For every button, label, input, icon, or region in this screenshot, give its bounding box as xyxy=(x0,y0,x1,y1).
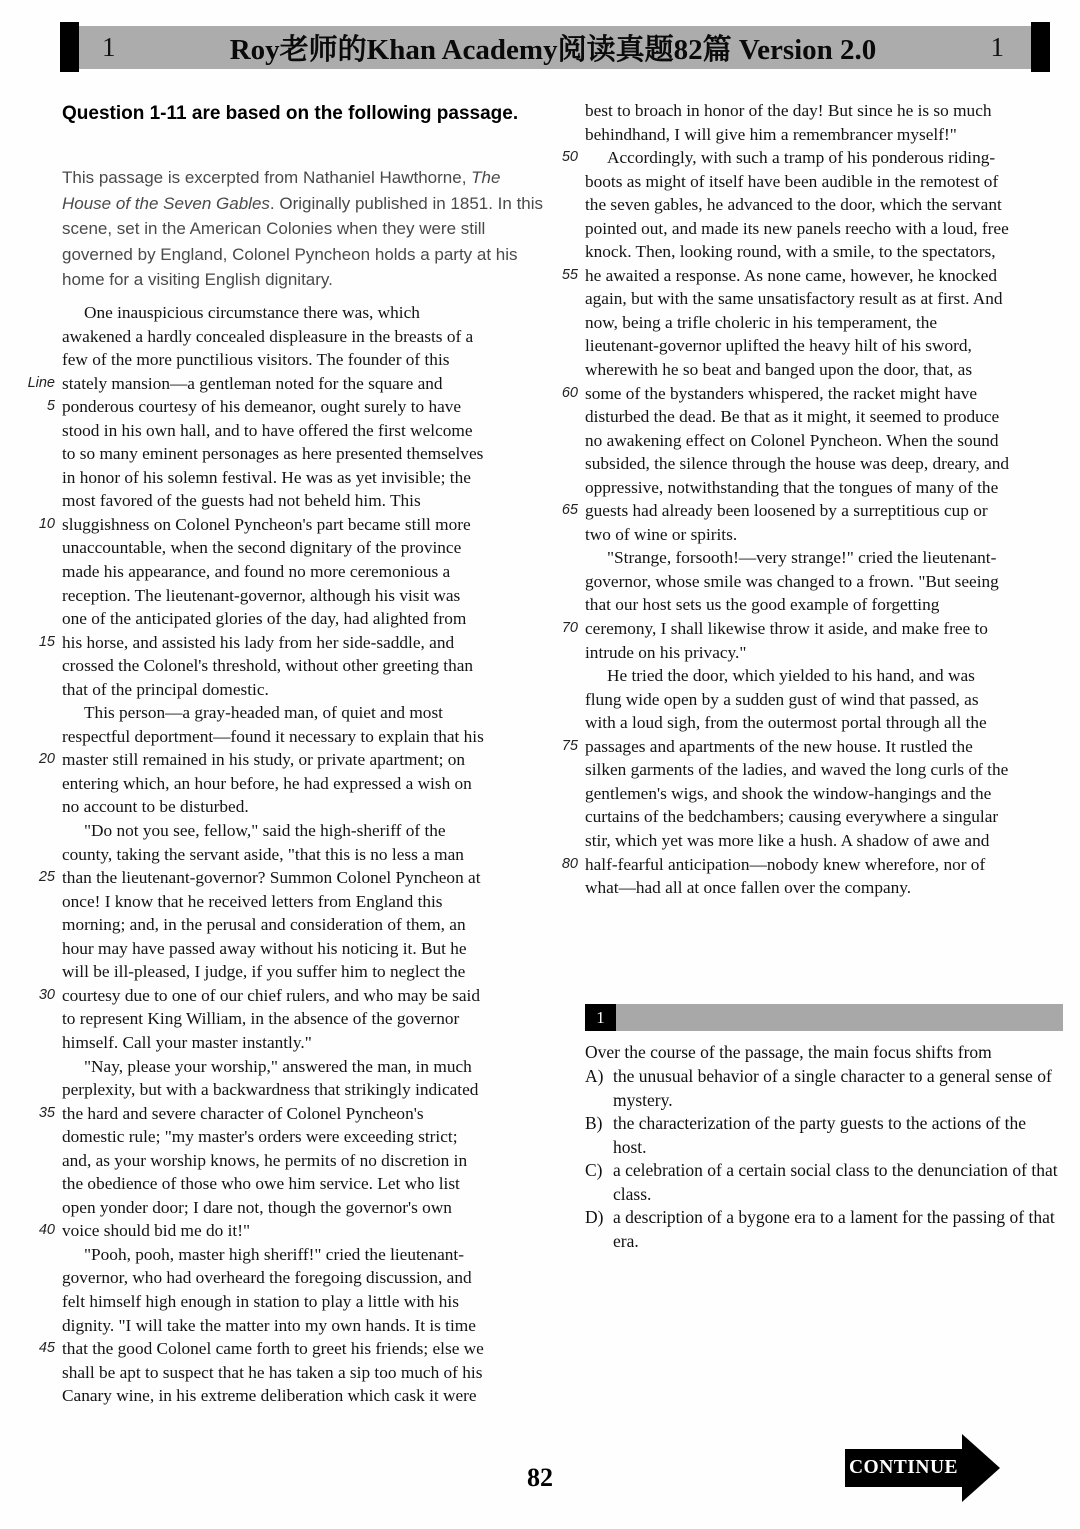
passage-line xyxy=(21,1219,561,1243)
passage-line xyxy=(21,654,561,678)
line-number xyxy=(21,1290,62,1314)
passage-line xyxy=(21,301,561,325)
header-section-number-left: 1 xyxy=(102,32,116,62)
line-number xyxy=(21,348,62,372)
continue-label: CONTINUE xyxy=(848,1457,959,1478)
line-text: crossed the Colonel's threshold, without other greeting than xyxy=(62,656,474,676)
choice-label: C) xyxy=(585,1160,603,1180)
line-text: domestic rule; "my master's orders were exceeding strict; xyxy=(62,1127,458,1147)
line-number xyxy=(550,711,585,735)
line-text: perplexity, but with a backwardness that strikingly indicated xyxy=(62,1080,479,1100)
answer-choice-d xyxy=(585,1206,1063,1253)
passage-line xyxy=(21,631,561,655)
passage-line xyxy=(21,1314,561,1338)
line-text: with a loud sigh, from the outermost portal through all the xyxy=(585,713,987,733)
choice-label: D) xyxy=(585,1207,604,1227)
line-text: "Strange, forsooth!—very strange!" cried the lieutenant- xyxy=(607,548,997,568)
passage-line xyxy=(550,523,1080,547)
line-number xyxy=(550,123,585,147)
line-number xyxy=(550,664,585,688)
answer-choices xyxy=(585,1065,1063,1253)
question-number: 1 xyxy=(585,1004,616,1031)
line-text: sluggishness on Colonel Pyncheon's part became still more xyxy=(62,514,471,534)
page-number: 82 xyxy=(527,1463,553,1492)
header-section-number-right: 1 xyxy=(990,32,1004,62)
line-number: 70 xyxy=(561,620,578,637)
line-number xyxy=(550,829,585,853)
passage-line xyxy=(21,1243,561,1267)
line-number xyxy=(21,1243,62,1267)
passage-column-right xyxy=(550,99,1080,900)
line-number xyxy=(550,217,585,241)
passage-line xyxy=(21,1290,561,1314)
passage-line xyxy=(21,560,561,584)
line-text: open yonder door; I dare not, though the governor's own xyxy=(62,1197,452,1217)
passage-line xyxy=(550,735,1080,759)
line-text: One inauspicious circumstance there was, which xyxy=(84,303,420,322)
arrow-right-icon xyxy=(962,1434,1000,1502)
line-text: the seven gables, he advanced to the door, which the servant xyxy=(585,195,1002,215)
line-text: he awaited a response. As none came, however, he knocked xyxy=(585,265,997,285)
line-text: governor, whose smile was changed to a frown. "But seeing xyxy=(585,571,999,591)
passage-line xyxy=(550,758,1080,782)
line-number xyxy=(550,358,585,382)
continue-button-body xyxy=(845,1449,962,1487)
line-text: oppressive, notwithstanding that the tongues of many of the xyxy=(585,477,999,497)
passage-column-left xyxy=(21,301,561,1408)
line-text: master still remained in his study, or private apartment; on xyxy=(62,750,465,770)
passage-line xyxy=(550,429,1080,453)
answer-choice-c xyxy=(585,1159,1063,1206)
answer-choice-a xyxy=(585,1065,1063,1112)
passage-directions: Question 1-11 are based on the following passage. xyxy=(62,103,519,124)
continue-button[interactable] xyxy=(845,1434,1005,1502)
header-bar xyxy=(60,26,1050,69)
line-text: few of the more punctilious visitors. The founder of this xyxy=(62,350,450,370)
line-number xyxy=(550,641,585,665)
line-number xyxy=(21,1314,62,1338)
line-text: guests had already been loosened by a surreptitious cup or xyxy=(585,501,988,521)
passage-line xyxy=(21,1149,561,1173)
line-number: 25 xyxy=(38,869,55,886)
line-number xyxy=(21,960,62,984)
line-text: knock. Then, looking round, with a smile, to the spectators, xyxy=(585,242,996,262)
line-number xyxy=(550,758,585,782)
line-number: 15 xyxy=(38,633,55,650)
line-number xyxy=(550,876,585,900)
header-left-cap-icon xyxy=(60,22,79,72)
passage-line xyxy=(21,372,561,396)
passage-line xyxy=(550,405,1080,429)
passage-line xyxy=(550,287,1080,311)
line-text: that our host sets us the good example of forgetting xyxy=(585,595,940,615)
line-number xyxy=(21,654,62,678)
line-text: no awakening effect on Colonel Pyncheon. When the sound xyxy=(585,430,999,450)
line-text: hour may have passed away without his noticing it. But he xyxy=(62,938,467,958)
passage-line xyxy=(21,489,561,513)
line-text: wherewith he so beat and banged upon the door, that, as xyxy=(585,360,973,380)
passage-line xyxy=(550,358,1080,382)
line-number xyxy=(21,584,62,608)
line-number: 40 xyxy=(38,1222,55,1239)
passage-line xyxy=(550,476,1080,500)
passage-line xyxy=(21,1266,561,1290)
line-text: that of the principal domestic. xyxy=(62,679,269,699)
choice-label: A) xyxy=(585,1066,604,1086)
header-title: Roy老师的Khan Academy阅读真题82篇 Version 2.0 xyxy=(229,34,877,66)
line-text: respectful deportment—found it necessary to explain that his xyxy=(62,726,484,746)
passage-line xyxy=(21,607,561,631)
line-number xyxy=(21,843,62,867)
passage-line xyxy=(550,311,1080,335)
line-number xyxy=(21,1172,62,1196)
line-text: "Do not you see, fellow," said the high-sheriff of the xyxy=(84,821,446,841)
line-text: courtesy due to one of our chief rulers, and who may be said xyxy=(62,985,480,1005)
line-number xyxy=(550,805,585,829)
intro-text-post: . Originally published in 1851. In this scene, set in the American Colonies when they were still governed by England, Colonel Pyncheon holds a party at his home for a visiting English dignitary. xyxy=(62,193,544,289)
passage-line xyxy=(21,442,561,466)
header-right-cap-icon xyxy=(1031,22,1050,72)
line-text: "Pooh, pooh, master high sheriff!" cried the lieutenant- xyxy=(84,1244,464,1264)
question-stem: Over the course of the passage, the main focus shifts from xyxy=(585,1042,992,1062)
line-text: intrude on his privacy." xyxy=(585,642,747,662)
line-text: subsided, the silence through the house was deep, dreary, and xyxy=(585,454,1010,474)
line-text: "Nay, please your worship," answered the man, in much xyxy=(84,1056,472,1076)
line-number xyxy=(21,1384,62,1408)
line-text: two of wine or spirits. xyxy=(585,524,738,544)
line-number xyxy=(21,1007,62,1031)
line-number xyxy=(21,301,62,325)
line-text: stood in his own hall, and to have offered the first welcome xyxy=(62,420,473,440)
passage-line xyxy=(550,805,1080,829)
line-text: best to broach in honor of the day! But since he is so much xyxy=(585,101,992,120)
line-number: 45 xyxy=(38,1340,55,1357)
passage-line xyxy=(21,1337,561,1361)
passage-line xyxy=(550,240,1080,264)
passage-line xyxy=(21,772,561,796)
line-text: lieutenant-governor uplifted the heavy hilt of his sword, xyxy=(585,336,972,356)
line-number: 20 xyxy=(38,751,55,768)
line-number xyxy=(21,819,62,843)
line-number xyxy=(21,325,62,349)
line-text: made his appearance, and found no more ceremonious a xyxy=(62,562,451,582)
line-number xyxy=(21,536,62,560)
line-number xyxy=(21,1055,62,1079)
passage-line xyxy=(550,123,1080,147)
line-number: 5 xyxy=(46,398,55,415)
line-number xyxy=(550,429,585,453)
line-text: what—had all at once fallen over the company. xyxy=(585,878,912,898)
line-number xyxy=(550,593,585,617)
line-text: voice should bid me do it!" xyxy=(62,1221,251,1241)
line-text: He tried the door, which yielded to his hand, and was xyxy=(607,666,975,686)
line-text: dignity. "I will take the matter into my own hands. It is time xyxy=(62,1315,476,1335)
passage-intro xyxy=(62,165,554,293)
line-number xyxy=(550,570,585,594)
passage-line xyxy=(21,678,561,702)
line-number xyxy=(21,701,62,725)
passage-line xyxy=(550,170,1080,194)
passage-line xyxy=(21,890,561,914)
line-number xyxy=(21,489,62,513)
passage-line xyxy=(550,546,1080,570)
line-number xyxy=(21,1361,62,1385)
choice-text: a description of a bygone era to a lament for the passing of that era. xyxy=(613,1207,1055,1251)
line-text: ceremony, I shall likewise throw it aside, and make free to xyxy=(585,619,988,639)
line-number xyxy=(21,1149,62,1173)
line-number: Line xyxy=(27,374,55,391)
line-text: to represent King William, in the absence of the governor xyxy=(62,1009,460,1029)
passage-line xyxy=(21,748,561,772)
passage-line xyxy=(21,1031,561,1055)
passage-line xyxy=(550,617,1080,641)
line-text: than the lieutenant-governor? Summon Colonel Pyncheon at xyxy=(62,868,481,888)
line-number xyxy=(550,452,585,476)
line-text: that the good Colonel came forth to greet his friends; else we xyxy=(62,1339,484,1359)
line-text: silken garments of the ladies, and waved the long curls of the xyxy=(585,760,1009,780)
passage-line xyxy=(21,819,561,843)
line-text: one of the anticipated glories of the day, had alighted from xyxy=(62,609,467,629)
passage-line xyxy=(550,664,1080,688)
passage-line xyxy=(550,499,1080,523)
passage-line xyxy=(21,584,561,608)
line-text: governor, who had overheard the foregoing discussion, and xyxy=(62,1268,472,1288)
line-text: half-fearful anticipation—nobody knew wherefore, nor of xyxy=(585,854,986,874)
line-number: 60 xyxy=(561,384,578,401)
line-number: 35 xyxy=(38,1104,55,1121)
line-text: ponderous courtesy of his demeanor, ought surely to have xyxy=(62,397,462,417)
line-text: felt himself high enough in station to play a little with his xyxy=(62,1291,459,1311)
passage-line xyxy=(550,711,1080,735)
line-text: no account to be disturbed. xyxy=(62,797,249,817)
line-text: to so many eminent personages as here presented themselves xyxy=(62,444,484,464)
line-text: the obedience of those who owe him service. Let who list xyxy=(62,1174,460,1194)
line-text: unaccountable, when the second dignitary of the province xyxy=(62,538,462,558)
line-number xyxy=(550,99,585,123)
passage-line xyxy=(21,1055,561,1079)
line-number xyxy=(21,442,62,466)
line-number xyxy=(550,405,585,429)
line-text: himself. Call your master instantly." xyxy=(62,1032,312,1052)
line-number xyxy=(21,772,62,796)
intro-book-title: The House of the Seven Gables xyxy=(62,168,501,213)
line-number xyxy=(550,476,585,500)
line-text: shall be apt to suspect that he has taken a sip too much of his xyxy=(62,1362,483,1382)
passage-line xyxy=(550,829,1080,853)
line-number xyxy=(21,1078,62,1102)
choice-text: a celebration of a certain social class to the denunciation of that class. xyxy=(613,1160,1058,1204)
passage-line xyxy=(21,419,561,443)
line-text: county, taking the servant aside, "that this is no less a man xyxy=(62,844,464,864)
passage-line xyxy=(21,1196,561,1220)
line-text: some of the bystanders whispered, the racket might have xyxy=(585,383,978,403)
passage-line xyxy=(550,146,1080,170)
passage-line xyxy=(21,1384,561,1408)
passage-line xyxy=(21,325,561,349)
line-text: This person—a gray-headed man, of quiet and most xyxy=(84,703,443,723)
line-text: boots as might of itself have been audible in the remotest of xyxy=(585,171,999,191)
line-text: most favored of the guests had not beheld him. This xyxy=(62,491,421,511)
line-text: his horse, and assisted his lady from her side-saddle, and xyxy=(62,632,455,652)
line-text: again, but with the same unsatisfactory result as at first. And xyxy=(585,289,1003,309)
line-text: passages and apartments of the new house. It rustled the xyxy=(585,736,973,756)
line-number xyxy=(550,546,585,570)
passage-line xyxy=(21,1078,561,1102)
line-number xyxy=(550,193,585,217)
passage-line xyxy=(550,193,1080,217)
passage-line xyxy=(550,593,1080,617)
question-number-bar xyxy=(585,1004,1063,1031)
passage-line xyxy=(21,913,561,937)
passage-line xyxy=(550,334,1080,358)
passage-line xyxy=(21,725,561,749)
line-number xyxy=(550,688,585,712)
line-number: 30 xyxy=(38,986,55,1003)
line-number xyxy=(21,419,62,443)
passage-line xyxy=(21,513,561,537)
line-text: disturbed the dead. Be that as it might, it seemed to produce xyxy=(585,407,1000,427)
line-number xyxy=(21,1196,62,1220)
line-number xyxy=(21,795,62,819)
line-number xyxy=(21,725,62,749)
passage-line xyxy=(21,701,561,725)
line-number xyxy=(550,287,585,311)
line-text: Canary wine, in his extreme deliberation which cask it were xyxy=(62,1386,477,1406)
line-number xyxy=(21,1031,62,1055)
passage-line xyxy=(550,688,1080,712)
line-text: behindhand, I will give him a remembrancer myself!" xyxy=(585,124,957,144)
line-number: 65 xyxy=(561,502,578,519)
passage-line xyxy=(550,264,1080,288)
line-text: curtains of the bedchambers; causing everywhere a singular xyxy=(585,807,999,827)
passage-line xyxy=(21,1172,561,1196)
line-text: entering which, an hour before, he had expressed a wish on xyxy=(62,773,472,793)
line-text: awakened a hardly concealed displeasure in the breasts of a xyxy=(62,326,474,346)
passage-line xyxy=(550,452,1080,476)
line-number xyxy=(21,890,62,914)
passage-line xyxy=(21,795,561,819)
passage-line xyxy=(550,382,1080,406)
passage-line xyxy=(21,960,561,984)
line-text: Accordingly, with such a tramp of his ponderous riding- xyxy=(607,148,996,168)
passage-line xyxy=(21,843,561,867)
line-number xyxy=(21,560,62,584)
passage-line xyxy=(550,217,1080,241)
passage-line xyxy=(21,395,561,419)
line-text: gentlemen's wigs, and shook the window-hangings and the xyxy=(585,783,992,803)
line-text: stately mansion—a gentleman noted for the square and xyxy=(62,373,443,393)
line-number xyxy=(550,523,585,547)
line-number xyxy=(21,466,62,490)
line-text: pointed out, and made its new panels reecho with a loud, free xyxy=(585,218,1009,238)
line-number: 55 xyxy=(561,266,578,283)
line-text: flung wide open by a sudden gust of wind that passed, as xyxy=(585,689,979,709)
passage-line xyxy=(21,984,561,1008)
passage-line xyxy=(21,348,561,372)
passage-line xyxy=(550,782,1080,806)
line-number: 50 xyxy=(561,149,578,166)
passage-line xyxy=(550,853,1080,877)
line-text: and, as your worship knows, he permits of no discretion in xyxy=(62,1150,468,1170)
passage-line xyxy=(21,1125,561,1149)
choice-text: the unusual behavior of a single character to a general sense of mystery. xyxy=(613,1066,1052,1110)
passage-line xyxy=(550,99,1080,123)
passage-line xyxy=(21,1007,561,1031)
question-1 xyxy=(585,1004,1063,1253)
line-text: in honor of his solemn festival. He was as yet invisible; the xyxy=(62,467,471,487)
line-text: once! I know that he received letters from England this xyxy=(62,891,443,911)
line-number xyxy=(550,170,585,194)
line-text: stir, which yet was more like a hush. A shadow of awe and xyxy=(585,830,990,850)
intro-text-pre: This passage is excerpted from Nathaniel Hawthorne, xyxy=(62,168,472,187)
passage-line xyxy=(21,866,561,890)
line-number xyxy=(21,678,62,702)
line-number xyxy=(21,937,62,961)
line-number xyxy=(550,334,585,358)
line-text: reception. The lieutenant-governor, although his visit was xyxy=(62,585,461,605)
passage-line xyxy=(550,641,1080,665)
line-number: 75 xyxy=(561,737,578,754)
passage-line xyxy=(21,1361,561,1385)
answer-choice-b xyxy=(585,1112,1063,1159)
line-number xyxy=(550,782,585,806)
line-number xyxy=(550,240,585,264)
line-text: morning; and, in the perusal and consideration of them, an xyxy=(62,915,466,935)
line-number xyxy=(21,607,62,631)
line-number xyxy=(550,311,585,335)
passage-line xyxy=(21,536,561,560)
line-number xyxy=(21,1125,62,1149)
choice-label: B) xyxy=(585,1113,603,1133)
line-number xyxy=(21,1266,62,1290)
choice-text: the characterization of the party guests to the actions of the host. xyxy=(613,1113,1027,1157)
line-text: the hard and severe character of Colonel Pyncheon's xyxy=(62,1103,424,1123)
passage-line xyxy=(550,876,1080,900)
line-text: will be ill-pleased, I judge, if you suffer him to neglect the xyxy=(62,962,466,982)
line-number: 80 xyxy=(561,855,578,872)
passage-line xyxy=(21,466,561,490)
passage-line xyxy=(550,570,1080,594)
line-number: 10 xyxy=(38,515,55,532)
line-number xyxy=(21,913,62,937)
passage-line xyxy=(21,1102,561,1126)
passage-line xyxy=(21,937,561,961)
line-text: now, being a trifle choleric in his temperament, the xyxy=(585,312,938,332)
